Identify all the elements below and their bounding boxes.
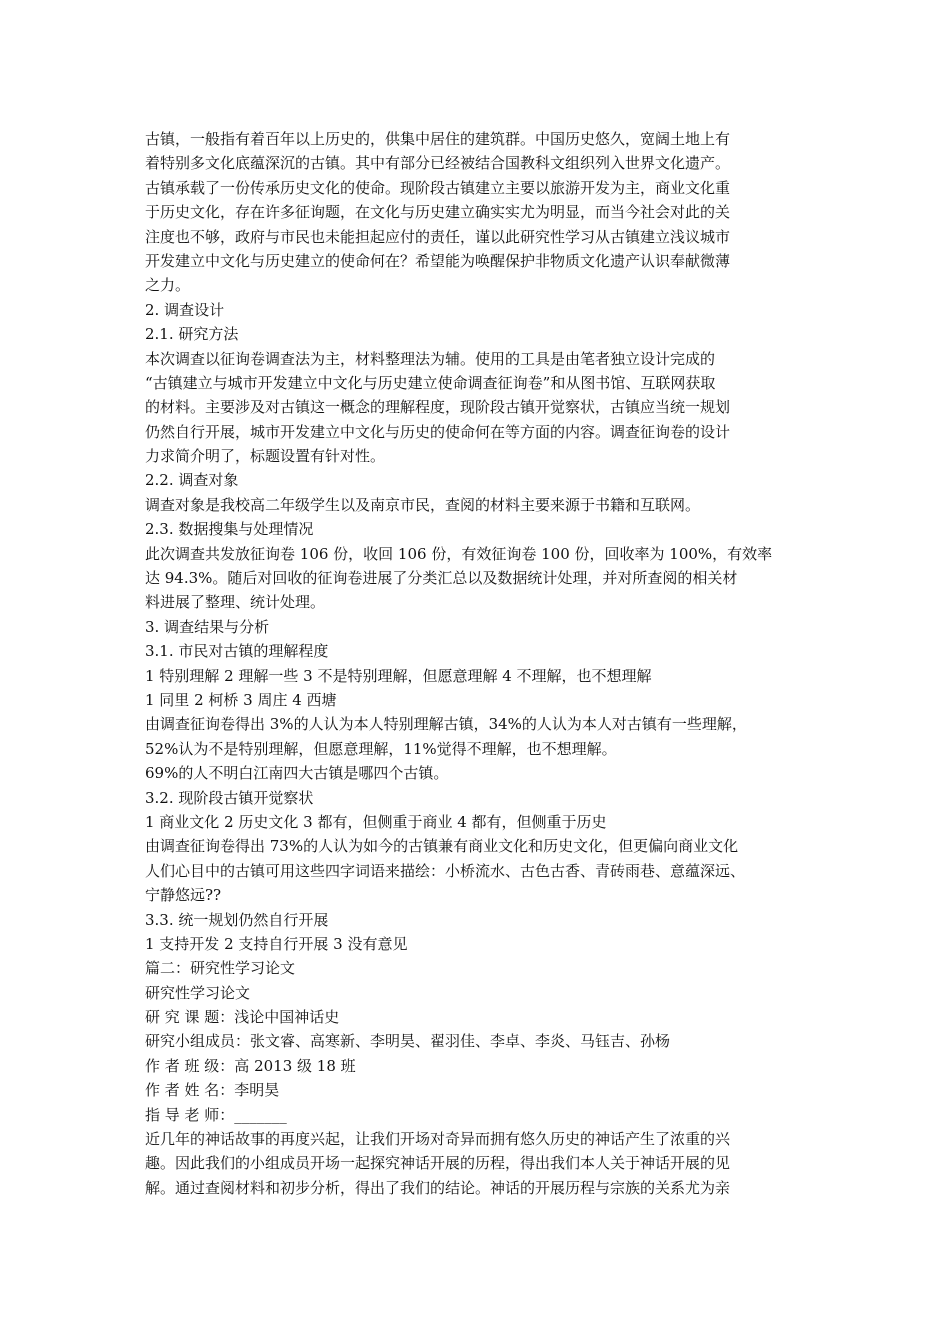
method-line-1: 本次调查以征询卷调查法为主，材料整理法为辅。使用的工具是由笔者独立设计完成的 bbox=[145, 349, 716, 368]
result-line-3: 69%的人不明白江南四大古镇是哪四个古镇。 bbox=[145, 764, 449, 783]
options-line-2: 1 同里 2 柯桥 3 周庄 4 西塘 bbox=[145, 690, 337, 709]
subsection-heading-2-1: 2.1. 研究方法 bbox=[145, 325, 239, 344]
subsection-heading-3-3: 3.3. 统一规划仍然自行开展 bbox=[145, 910, 329, 929]
part-two-heading: 篇二：研究性学习论文 bbox=[145, 959, 296, 978]
intro-line-2: 着特别多文化底蕴深沉的古镇。其中有部分已经被结合国教科文组织列入世界文化遗产。 bbox=[145, 154, 731, 173]
intro-line-5: 注度也不够，政府与市民也未能担起应付的责任，谨以此研究性学习从古镇建立浅议城市 bbox=[145, 227, 731, 246]
method-line-4: 仍然自行开展，城市开发建立中文化与历史的使命何在等方面的内容。调查征询卷的设计 bbox=[145, 422, 731, 441]
data-line-2: 达 94.3%。随后对回收的征询卷进展了分类汇总以及数据统计处理，并对所查阅的相关材 bbox=[145, 569, 738, 588]
body-line-1: 近几年的神话故事的再度兴起，让我们开场对奇异而拥有悠久历史的神话产生了浓重的兴 bbox=[145, 1130, 731, 1149]
options-line-1: 1 特别理解 2 理解一些 3 不是特别理解，但愿意理解 4 不理解，也不想理解 bbox=[145, 666, 652, 685]
subsection-heading-2-3: 2.3. 数据搜集与处理情况 bbox=[145, 520, 314, 539]
intro-line-6: 开发建立中文化与历史建立的使命何在？希望能为唤醒保护非物质文化遗产认识奉献微薄 bbox=[145, 251, 731, 270]
result-line-1: 由调查征询卷得出 3%的人认为本人特别理解古镇，34%的人认为本人对古镇有一些理解， bbox=[145, 715, 747, 734]
author-name: 作 者 姓 名：李明昊 bbox=[145, 1081, 280, 1100]
paper-title: 研究性学习论文 bbox=[145, 983, 251, 1002]
intro-line-4: 于历史文化，存在许多征询题，在文化与历史建立确实实尤为明显，而当今社会对此的关 bbox=[145, 203, 731, 222]
document-body bbox=[145, 127, 825, 1200]
data-line-3: 料进展了整理、统计处理。 bbox=[145, 593, 326, 612]
subsection-heading-3-2: 3.2. 现阶段古镇开觉察状 bbox=[145, 788, 314, 807]
result-line-5: 人们心目中的古镇可用这些四字词语来描绘：小桥流水、古色古香、青砖雨巷、意蕴深远、 bbox=[145, 861, 746, 880]
section-heading-2: 2. 调查设计 bbox=[145, 300, 225, 319]
method-line-2: “古镇建立与城市开发建立中文化与历史建立使命调查征询卷”和从图书馆、互联网获取 bbox=[145, 373, 716, 392]
method-line-5: 力求简介明了，标题设置有针对性。 bbox=[145, 447, 386, 466]
subject-line: 调查对象是我校高二年级学生以及南京市民，查阅的材料主要来源于书籍和互联网。 bbox=[145, 495, 701, 514]
result-line-2: 52%认为不是特别理解，但愿意理解，11%觉得不理解，也不想理解。 bbox=[145, 739, 617, 758]
advisor: 指 导 老 师：_______ bbox=[145, 1105, 287, 1124]
intro-line-7: 之力。 bbox=[145, 276, 191, 295]
section-heading-3: 3. 调查结果与分析 bbox=[145, 617, 270, 636]
subsection-heading-2-2: 2.2. 调查对象 bbox=[145, 471, 239, 490]
author-class: 作 者 班 级：高 2013 级 18 班 bbox=[145, 1056, 356, 1075]
options-line-3: 1 商业文化 2 历史文化 3 都有，但侧重于商业 4 都有，但侧重于历史 bbox=[145, 812, 607, 831]
research-topic: 研 究 课 题：浅论中国神话史 bbox=[145, 1008, 340, 1027]
body-line-2: 趣。因此我们的小组成员开场一起探究神话开展的历程，得出我们本人关于神话开展的见 bbox=[145, 1154, 731, 1173]
result-line-4: 由调查征询卷得出 73%的人认为如今的古镇兼有商业文化和历史文化，但更偏向商业文化 bbox=[145, 837, 739, 856]
result-line-6: 宁静悠远?? bbox=[145, 886, 222, 905]
body-line-3: 解。通过查阅材料和初步分析，得出了我们的结论。神话的开展历程与宗族的关系尤为亲 bbox=[145, 1178, 731, 1197]
intro-line-1: 古镇，一般指有着百年以上历史的，供集中居住的建筑群。中国历史悠久，宽阔土地上有 bbox=[145, 130, 731, 148]
group-members: 研究小组成员：张文睿、高寒新、李明昊、翟羽佳、李卓、李炎、马钰吉、孙杨 bbox=[145, 1032, 671, 1051]
data-line-1: 此次调查共发放征询卷 106 份，收回 106 份，有效征询卷 100 份，回收率为 100%，有效率 bbox=[145, 544, 773, 563]
options-line-4: 1 支持开发 2 支持自行开展 3 没有意见 bbox=[145, 934, 408, 953]
intro-line-3: 古镇承载了一份传承历史文化的使命。现阶段古镇建立主要以旅游开发为主，商业文化重 bbox=[145, 178, 731, 197]
method-line-3: 的材料。主要涉及对古镇这一概念的理解程度，现阶段古镇开觉察状，古镇应当统一规划 bbox=[145, 398, 731, 417]
subsection-heading-3-1: 3.1. 市民对古镇的理解程度 bbox=[145, 642, 329, 661]
